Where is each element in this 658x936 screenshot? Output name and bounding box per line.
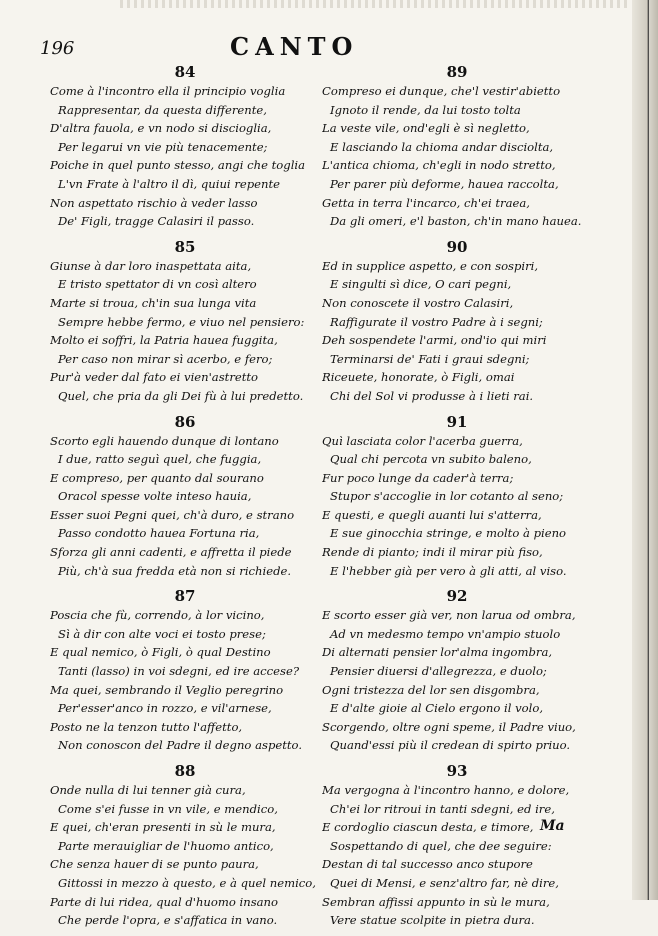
verse-line: Per caso non mirar sì acerbo, e fero; [58,351,273,366]
verse-line: Rende di pianto; indi il mirar più fiso, [322,545,543,560]
stanza [50,412,320,581]
stanza [50,237,320,406]
verse-line: Terminarsi de' Fati i graui sdegni; [330,351,530,366]
verse-line: Vere statue scolpite in pietra dura. [330,913,535,928]
verse-line: E qual nemico, ò Figli, ò qual Destino [50,645,271,660]
verse-line: Pur'à veder dal fato ei vien'astretto [50,370,259,385]
stanza [322,761,592,930]
page-number: 196 [40,38,75,59]
verse-line: Parte merauigliar de l'huomo antico, [58,838,274,853]
verse-line: Non conoscon del Padre il degno aspetto. [58,738,303,753]
verse-line: Quand'essi più il credean di spirto priuo. [330,738,571,753]
stanza [322,62,592,231]
verse-line: Per legarui vn vie più tenacemente; [58,139,268,154]
book-binding-edge [632,0,658,900]
verse-line: L'antica chioma, ch'egli in nodo stretto, [322,158,556,173]
verse-line: Esser suoi Pegni quei, ch'à duro, e strano [50,507,295,522]
stanza-number: 93 [446,762,468,780]
verse-line: Ogni tristezza del lor sen disgombra, [322,682,540,697]
verse-line: Sembran affissi appunto in sù le mura, [322,894,550,909]
verse-line: Che senza hauer di se punto paura, [50,857,259,872]
verse-line: Ch'ei lor ritroui in tanti sdegni, ed ire, [330,801,555,816]
verse-line: Ma vergogna à l'incontro hanno, e dolore, [322,783,570,797]
catchword: Ma [540,818,565,834]
verse-line: Fur poco lunge da cader'à terra; [322,470,514,485]
verse-line: I due, ratto seguì quel, che fuggia, [58,452,262,467]
stanza-number: 89 [446,63,468,81]
verse-line: E l'hebber già per vero à gli atti, al viso. [330,563,567,578]
verse-line: Marte si troua, ch'in sua lunga vita [50,295,257,310]
verse-line: Posto ne la tenzon tutto l'affetto, [50,719,243,734]
verse-line: L'vn Frate à l'altro il dì, quiui repente [58,176,281,191]
stanza-number: 87 [174,587,196,606]
stanza-number: 85 [174,237,196,256]
stanza [322,237,592,406]
right-column [322,62,592,936]
verse-line: E questi, e quegli auanti lui s'atterra, [322,507,542,522]
verse-line: E sue ginocchia stringe, e molto à pieno [330,526,567,541]
verse-line: Quei di Mensi, e senz'altro far, nè dire, [330,875,559,890]
verse-line: Pensier diuersi d'allegrezza, e duolo; [330,664,547,679]
verse-line: Ed in supplice aspetto, e con sospiri, [322,258,539,273]
verse-line: E lasciando la chioma andar disciolta, [330,139,554,154]
verse-line: Scorgendo, oltre ogni speme, il Padre viuo, [322,719,576,734]
verse-line: Di alternati pensier lor'alma ingombra, [322,645,553,660]
verse-line: Da gli omeri, e'l baston, ch'in mano haueа. [330,214,582,229]
stanza [50,761,320,930]
verse-line: Più, ch'à sua fredda età non si richiede. [58,563,292,578]
running-head: CANTO [230,32,359,61]
verse-line: Ma quei, sembrando il Veglio peregrino [50,682,284,697]
verse-line: Poscia che fù, correndo, à lor vicino, [50,608,265,623]
verse-line: Stupor s'accoglie in lor cotanto al seno; [330,489,564,504]
verse-line: Oracol spesse volte inteso hauia, [58,489,252,504]
verse-line: E quei, ch'eran presenti in sù le mura, [50,820,276,835]
verse-line: Sempre hebbe fermo, e viuo nel pensiero: [58,314,305,329]
verse-line: Sforza gli anni cadenti, e affretta il piede [50,545,292,560]
verse-line: Che perde l'opra, e s'affatica in vano. [58,913,278,928]
verse-line: E tristo spettator di vn così altero [58,277,257,292]
verse-line: E scorto esser già ver, non larua od ombra, [322,608,576,623]
verse-line: Deh sospendete l'armi, ond'io qui miri [322,333,547,348]
verse-line: D'altra fauola, e vn nodo si discioglia, [50,121,272,136]
verse-line: Ad vn medesmo tempo vn'ampio stuolo [330,626,561,641]
verse-line: E compreso, per quanto dal sourano [50,470,264,485]
page-top-edge [120,0,628,8]
verse-line: Rappresentar, da questa differente, [58,102,267,117]
stanza-number: 84 [174,63,196,81]
stanza [322,586,592,755]
verse-line: Scorto egli hauendo dunque di lontano [50,433,279,448]
verse-line: Gittossi in mezzo à questo, e à quel nemico, [58,875,316,890]
stanza [50,586,320,755]
verse-line: Compreso ei dunque, che'l vestir'abietto [322,84,561,98]
left-column [50,62,320,936]
verse-line: La veste vile, ond'egli è sì negletto, [322,121,530,136]
stanza [322,412,592,581]
stanza-number: 91 [446,412,468,431]
verse-line: Per parer più deforme, haueа raccolta, [330,176,559,191]
verse-line: Sospettando di quel, che dee seguire: [330,838,552,853]
verse-line: Sì à dir con alte voci ei tosto prese; [58,626,266,641]
verse-line: Destan di tal successo anco stupore [322,857,533,872]
verse-line: E cordoglio ciascun desta, e timore, [322,820,534,835]
verse-line: Poiche in quel punto stesso, angi che toglia [50,158,306,173]
verse-line: Raffigurate il vostro Padre à i segni; [330,314,543,329]
verse-line: Onde nulla di lui tenner già cura, [50,783,246,797]
verse-line: Quel, che pria da gli Dei fù à lui predetto. [58,388,304,403]
verse-line: Qual chi percota vn subito baleno, [330,452,532,467]
verse-line: Riceuete, honorate, ò Figli, omai [322,370,515,385]
verse-line: Non conoscete il vostro Calasiri, [322,295,514,310]
verse-line: Chi del Sol vi produsse à i lieti rai. [330,388,534,403]
stanza-number: 90 [446,237,468,256]
verse-line: Quì lasciata color l'acerba guerra, [322,433,523,448]
verse-line: De' Figli, tragge Calasiri il passo. [58,214,255,229]
stanza [50,62,320,231]
verse-line: E singulti sì dice, O cari pegni, [330,277,512,292]
verse-line: Giunse à dar loro inaspettata aita, [50,258,252,273]
verse-line: Come à l'incontro ella il principio voglia [50,84,286,98]
verse-line: Parte di lui ridea, qual d'huomo insano [50,894,278,909]
verse-line: Passo condotto haueа Fortuna ria, [58,526,260,541]
verse-line: Non aspettato rischio à veder lasso [50,195,258,210]
verse-line: Per'esser'anco in rozzo, e vil'arnese, [58,701,272,716]
verse-line: E d'alte gioie al Cielo ergono il volo, [330,701,544,716]
stanza-number: 88 [174,762,196,780]
verse-line: Molto ei soffri, la Patria haueа fuggita, [50,333,278,348]
stanza-number: 92 [446,587,468,606]
verse-line: Come s'ei fusse in vn vile, e mendico, [58,801,278,816]
verse-line: Tanti (lasso) in voi sdegni, ed ire accese? [58,664,300,679]
stanza-number: 86 [174,412,196,431]
verse-line: Ignoto il rende, da lui tosto tolta [330,102,521,117]
verse-line: Getta in terra l'incarco, ch'ei traea, [322,195,530,210]
